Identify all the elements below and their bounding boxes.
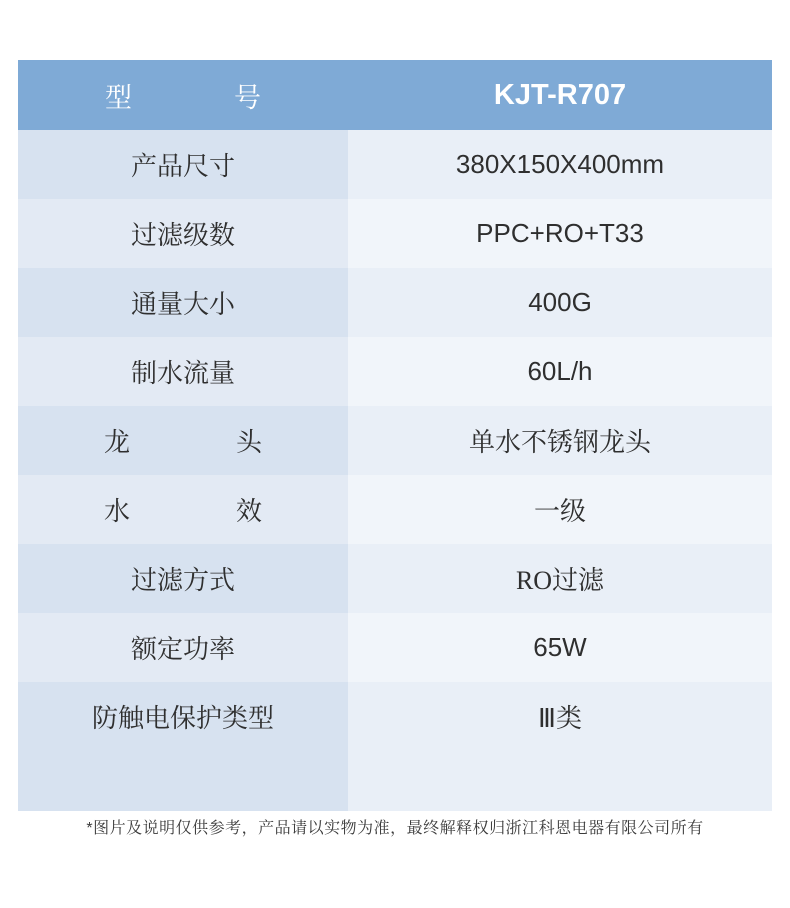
row-value-filter-stages: PPC+RO+T33 xyxy=(348,199,772,268)
row-value-faucet: 单水不锈钢龙头 xyxy=(348,406,772,475)
table-row xyxy=(18,613,772,682)
row-value-rated-power: 65W xyxy=(348,613,772,682)
row-label-flux: 通量大小 xyxy=(18,268,348,337)
row-value-shock-protection: Ⅲ类 xyxy=(348,682,772,751)
table-row xyxy=(18,268,772,337)
row-label-water-flow: 制水流量 xyxy=(18,337,348,406)
table-row xyxy=(18,475,772,544)
filler-cell-left xyxy=(18,751,348,811)
row-label-water-efficiency: 水 效 xyxy=(18,475,348,544)
table-row xyxy=(18,682,772,751)
table-filler-row xyxy=(18,751,772,811)
row-value-water-flow: 60L/h xyxy=(348,337,772,406)
row-label-filter-method: 过滤方式 xyxy=(18,544,348,613)
table-row xyxy=(18,337,772,406)
specification-table-body xyxy=(18,60,772,811)
table-row xyxy=(18,130,772,199)
row-value-flux: 400G xyxy=(348,268,772,337)
table-row xyxy=(18,544,772,613)
row-label-rated-power: 额定功率 xyxy=(18,613,348,682)
row-label-faucet: 龙 头 xyxy=(18,406,348,475)
specification-table xyxy=(18,60,772,811)
table-row xyxy=(18,406,772,475)
header-value-model: KJT-R707 xyxy=(348,60,772,130)
table-header-row xyxy=(18,60,772,130)
table-row xyxy=(18,199,772,268)
row-label-filter-stages: 过滤级数 xyxy=(18,199,348,268)
row-label-shock-protection: 防触电保护类型 xyxy=(18,682,348,751)
filler-cell-right xyxy=(348,751,772,811)
footnote-disclaimer: *图片及说明仅供参考，产品请以实物为准，最终解释权归浙江科恩电器有限公司所有 xyxy=(86,820,704,837)
row-value-product-size: 380X150X400mm xyxy=(348,130,772,199)
row-value-water-efficiency: 一级 xyxy=(348,475,772,544)
header-label-model: 型 号 xyxy=(18,60,348,130)
row-value-filter-method: RO过滤 xyxy=(348,544,772,613)
row-label-product-size: 产品尺寸 xyxy=(18,130,348,199)
